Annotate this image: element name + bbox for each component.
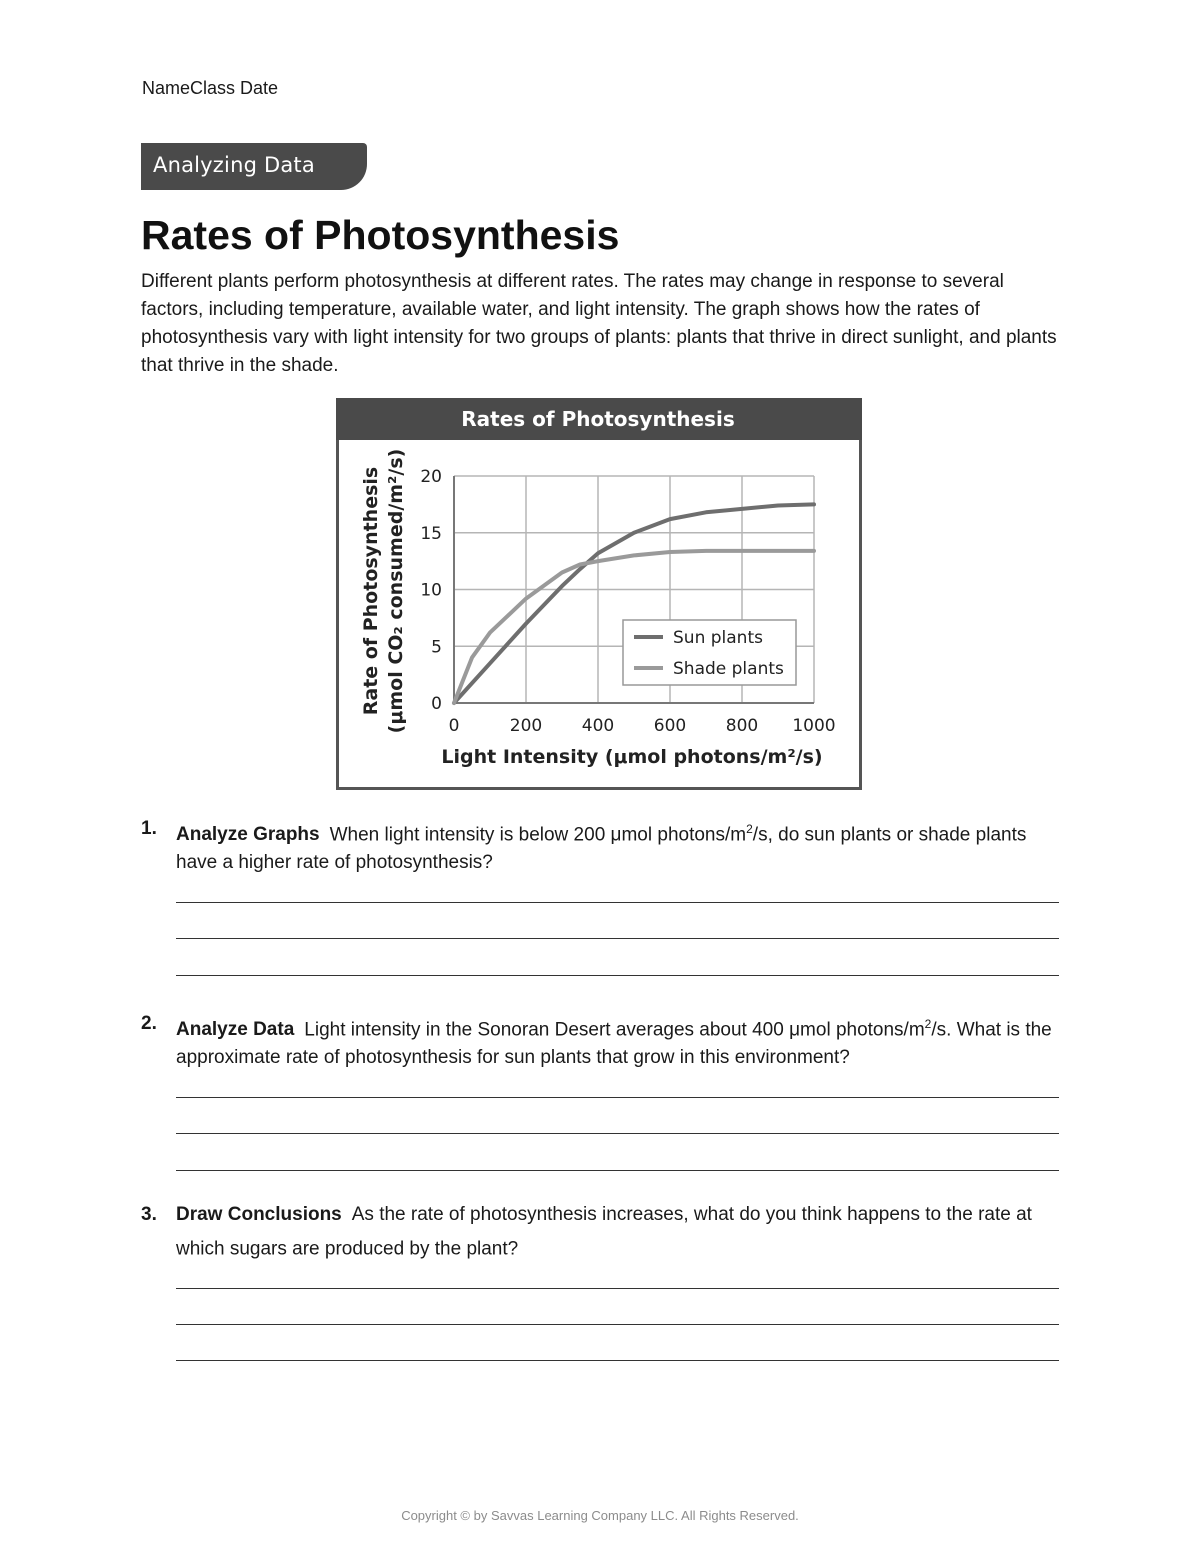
chart-title: Rates of Photosynthesis bbox=[461, 407, 735, 431]
answer-line[interactable] bbox=[176, 902, 1059, 903]
answer-line[interactable] bbox=[176, 1133, 1059, 1134]
legend-label-sun: Sun plants bbox=[673, 628, 763, 648]
answer-line[interactable] bbox=[176, 1170, 1059, 1171]
question-number: 1. bbox=[141, 818, 157, 839]
answer-line[interactable] bbox=[176, 975, 1059, 976]
copyright-footer: Copyright © by Savvas Learning Company LLC. All Rights Reserved. bbox=[401, 1508, 799, 1523]
chart-legend bbox=[623, 620, 796, 685]
photosynthesis-chart bbox=[336, 398, 862, 790]
question-text: As the rate of photosynthesis increases, what do you think happens to the rate at which sugars are produced by the plant? bbox=[176, 1204, 1032, 1260]
x-tick-label: 1000 bbox=[792, 716, 836, 736]
question-superscript: 2 bbox=[924, 1017, 932, 1031]
y-tick-label: 20 bbox=[420, 467, 442, 487]
chart-svg bbox=[336, 398, 862, 790]
y-tick-label: 0 bbox=[431, 694, 442, 714]
section-banner-label: Analyzing Data bbox=[153, 153, 315, 177]
question-text-end: /s, do sun plants or shade plants have a higher rate of photosynthesis? bbox=[176, 824, 1027, 874]
question-body bbox=[176, 815, 1066, 877]
page-title: Rates of Photosynthesis bbox=[141, 212, 620, 258]
question-text: When light intensity is below 200 μmol photons/m bbox=[329, 824, 747, 846]
x-tick-label: 400 bbox=[581, 716, 615, 736]
question-body bbox=[176, 1201, 1066, 1263]
answer-line[interactable] bbox=[176, 1324, 1059, 1325]
answer-line[interactable] bbox=[176, 1288, 1059, 1289]
answer-line[interactable] bbox=[176, 1097, 1059, 1098]
x-tick-label: 0 bbox=[448, 716, 460, 736]
intro-paragraph: Different plants perform photosynthesis at different rates. The rates may change in response to several factors, including temperature, available water, and light intensity. The graph shows how the rates of photosynthesis vary with light intensity for two groups of plants: plants that thrive in direct sunlight, and plants that thrive in the shade. bbox=[141, 271, 1057, 376]
section-banner bbox=[141, 143, 367, 190]
question-number: 2. bbox=[141, 1013, 157, 1034]
question-body bbox=[176, 1010, 1066, 1072]
question-number: 3. bbox=[141, 1204, 157, 1225]
question-heading: Analyze Data bbox=[176, 1019, 295, 1041]
question-heading: Draw Conclusions bbox=[176, 1204, 342, 1225]
name-class-date-line: NameClass Date bbox=[142, 78, 279, 98]
legend-label-shade: Shade plants bbox=[673, 659, 784, 679]
question-superscript: 2 bbox=[746, 822, 753, 836]
y-tick-label: 5 bbox=[431, 637, 442, 658]
answer-line[interactable] bbox=[176, 1360, 1059, 1361]
question-text-end: /s. What is the approximate rate of photosynthesis for sun plants that grow in this environment? bbox=[176, 1019, 1052, 1069]
x-tick-label: 600 bbox=[653, 716, 687, 736]
answer-line[interactable] bbox=[176, 938, 1059, 939]
y-tick-label: 10 bbox=[420, 580, 442, 601]
x-tick-label: 200 bbox=[509, 716, 543, 736]
y-axis-label-line2: (μmol CO₂ consumed/m²/s) bbox=[385, 448, 407, 734]
y-tick-label: 15 bbox=[420, 523, 442, 544]
question-text: Light intensity in the Sonoran Desert averages about 400 μmol photons/m bbox=[304, 1019, 925, 1041]
y-axis-label-line1: Rate of Photosynthesis bbox=[360, 466, 382, 716]
x-axis-label: Light Intensity (μmol photons/m²/s) bbox=[441, 746, 823, 768]
x-tick-label: 800 bbox=[725, 716, 759, 736]
question-heading: Analyze Graphs bbox=[176, 824, 320, 846]
